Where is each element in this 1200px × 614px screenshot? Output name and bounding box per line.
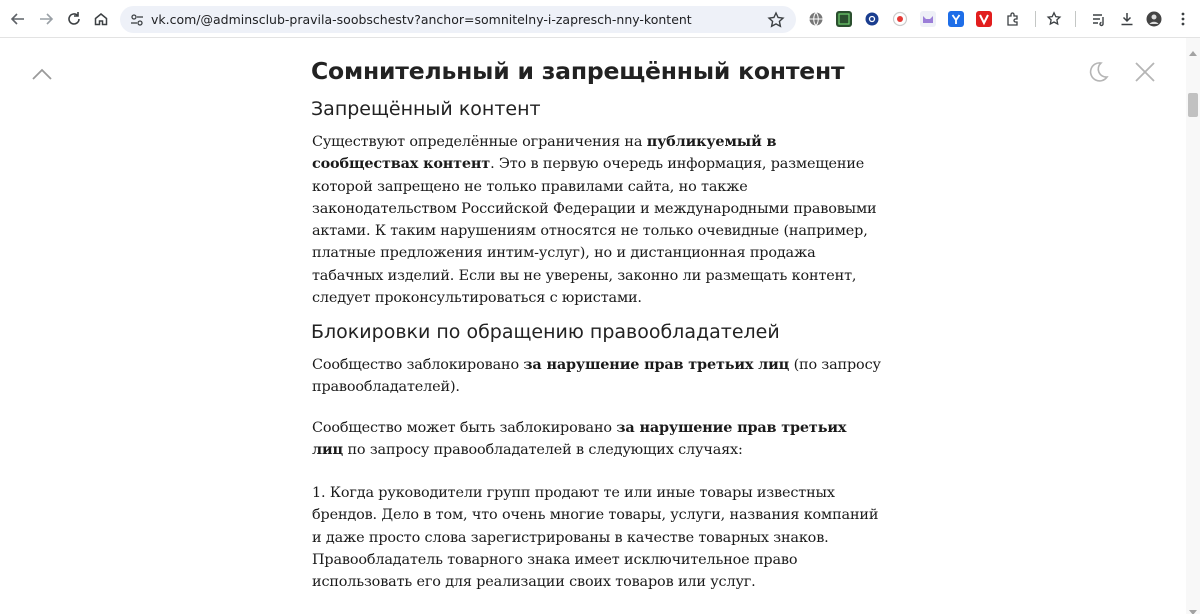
- y-extension-icon[interactable]: [948, 11, 964, 27]
- section-heading-forbidden: Запрещённый контент: [311, 98, 541, 120]
- scroll-down-arrow-icon[interactable]: [1188, 602, 1198, 610]
- paragraph-forbidden-content: Существуют определённые ограничения на публикуемый в сообществах контент. Это в первую очередь информация, размещение которой запрещено не только правилами сайта, но также законодательством Российской Федерации и международными правовыми актами. К таким нарушениям относятся не только очевидные (например, платные предложения интим-услуг), но и дистанционная продажа табачных изделий. Если вы не уверены, законно ли размещать контент, следует проконсультироваться с юристами.: [312, 133, 877, 307]
- page-title: Сомнительный и запрещённый контент: [311, 57, 845, 85]
- toolbar-separator: [1035, 11, 1036, 27]
- translate-extension-icon[interactable]: [836, 11, 852, 27]
- reading-list-icon[interactable]: [1091, 11, 1107, 27]
- back-arrow-icon[interactable]: [6, 7, 30, 31]
- close-icon: [1133, 60, 1157, 84]
- dark-mode-button[interactable]: [1086, 60, 1110, 84]
- scrollbar-track[interactable]: [1186, 38, 1200, 614]
- scrollbar-thumb[interactable]: [1188, 93, 1198, 117]
- close-button[interactable]: [1133, 60, 1157, 84]
- toolbar-separator: [1075, 11, 1076, 27]
- address-bar[interactable]: [120, 6, 796, 33]
- downloads-icon[interactable]: [1119, 11, 1135, 27]
- moon-icon: [1086, 60, 1110, 84]
- extensions-puzzle-icon[interactable]: [1005, 11, 1021, 27]
- section-heading-rightsholders: Блокировки по обращению правообладателей: [311, 321, 780, 343]
- paragraph-case-1: 1. Когда руководители групп продают те или иные товары известных брендов. Дело в том, что очень многие товары, услуги, названия компаний и даже просто слова зарегистрированы в качестве товарных знаков. Правообладатель товарного знака имеет исключительное право использовать его для реализации своих товаров или услуг.: [312, 485, 879, 591]
- paragraph-may-be-blocked: Сообщество может быть заблокировано за нарушение прав третьих лиц по запросу правообладателей в следующих случаях:: [312, 419, 847, 459]
- record-extension-icon[interactable]: [892, 11, 908, 27]
- home-icon[interactable]: [89, 7, 113, 31]
- profile-icon[interactable]: [1146, 11, 1162, 27]
- paragraph-blocked: Сообщество заблокировано за нарушение прав третьих лиц (по запросу правообладателей).: [312, 356, 881, 396]
- forward-arrow-icon[interactable]: [34, 7, 58, 31]
- site-info-icon[interactable]: [128, 11, 146, 29]
- scroll-up-arrow-icon[interactable]: [1188, 42, 1198, 50]
- url-text[interactable]: vk.com/@adminsclub-pravila-soobschestv?anchor=somnitelny-i-zapresch-nny-kontent: [151, 12, 692, 27]
- v-extension-icon[interactable]: [976, 11, 992, 27]
- kebab-menu-icon[interactable]: [1175, 11, 1191, 27]
- chevron-up-icon: [30, 64, 54, 84]
- cat-extension-icon[interactable]: [920, 11, 936, 27]
- bookmarks-star-icon[interactable]: [1046, 11, 1062, 27]
- at-extension-icon[interactable]: [864, 11, 880, 27]
- globe-extension-icon[interactable]: [808, 11, 824, 27]
- bookmark-star-icon[interactable]: [766, 10, 786, 30]
- reload-icon[interactable]: [62, 7, 86, 31]
- browser-toolbar: [0, 0, 1200, 38]
- scroll-to-top-button[interactable]: [30, 64, 54, 84]
- article: [311, 54, 886, 591]
